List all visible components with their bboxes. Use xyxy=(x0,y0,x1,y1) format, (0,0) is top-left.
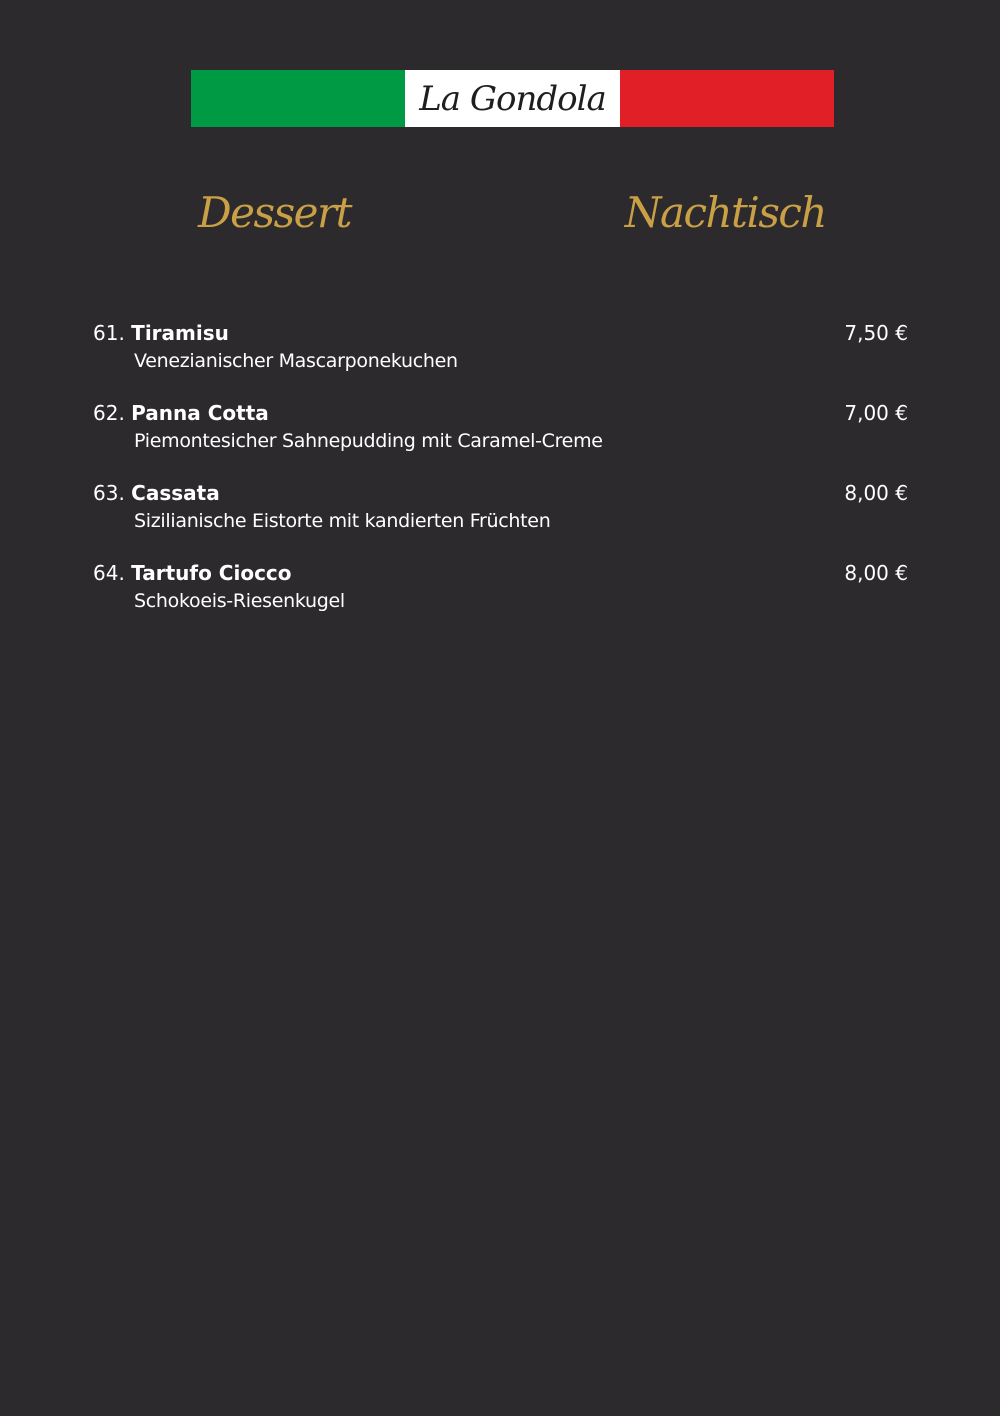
item-description: Sizilianische Eistorte mit kandierten Früchten xyxy=(134,510,551,532)
menu-item xyxy=(93,398,911,478)
item-name: Panna Cotta xyxy=(131,401,269,425)
menu-item xyxy=(93,478,911,558)
logo-banner xyxy=(191,70,834,127)
flag-stripe-red xyxy=(620,70,834,127)
menu-list xyxy=(93,318,911,638)
item-number: 63. xyxy=(93,481,125,505)
menu-item xyxy=(93,558,911,638)
item-description: Venezianischer Mascarponekuchen xyxy=(134,350,458,372)
item-name: Tiramisu xyxy=(131,321,229,345)
menu-item xyxy=(93,318,911,398)
item-name: Tartufo Ciocco xyxy=(131,561,292,585)
item-number: 64. xyxy=(93,561,125,585)
item-description: Schokoeis-Riesenkugel xyxy=(134,590,345,612)
flag-stripe-white xyxy=(405,70,619,127)
item-price: 8,00 € xyxy=(844,561,908,585)
item-number: 61. xyxy=(93,321,125,345)
item-description: Piemontesicher Sahnepudding mit Caramel-Creme xyxy=(134,430,603,452)
item-number: 62. xyxy=(93,401,125,425)
flag-stripe-green xyxy=(191,70,405,127)
item-price: 7,00 € xyxy=(844,401,908,425)
item-name: Cassata xyxy=(131,481,220,505)
item-price: 7,50 € xyxy=(844,321,908,345)
item-price: 8,00 € xyxy=(844,481,908,505)
section-title-nachtisch: Nachtisch xyxy=(624,188,826,237)
section-title-dessert: Dessert xyxy=(198,188,351,237)
restaurant-logo: La Gondola xyxy=(419,78,606,119)
